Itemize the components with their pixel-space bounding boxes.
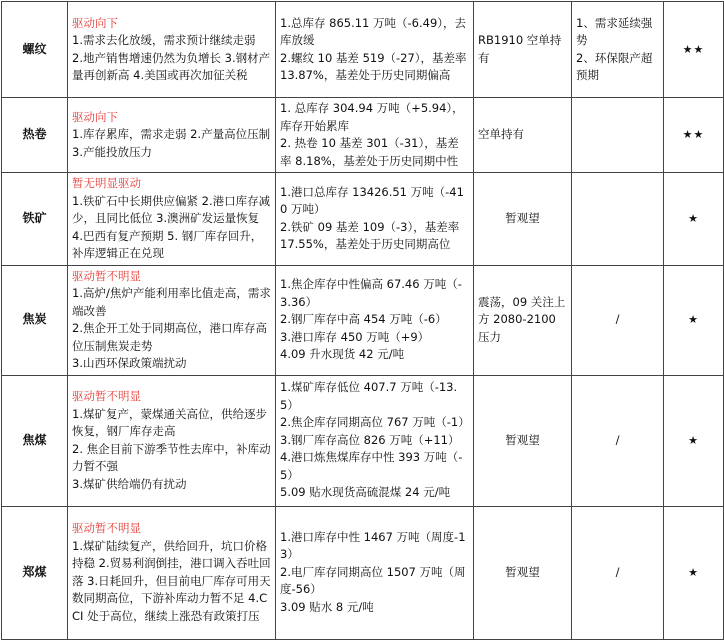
inventory-cell (276, 506, 474, 639)
driver-title: 驱动向下 (72, 109, 118, 124)
table-row (2, 265, 724, 375)
table-row (2, 98, 724, 173)
driver-line: 1.铁矿石中长期供应偏紧 2.港口库存减少，且同比低位 3.澳洲矿发运量恢复 4.巴西有复产预期 5. 钢厂库存回升，补库逻辑正在兑现 (72, 193, 271, 260)
driver-cell (68, 375, 276, 506)
inventory-line: 3.钢厂库存高位 826 万吨（+11） 4.港口炼焦煤库存中性 393 万吨（-5） (280, 432, 463, 482)
inventory-line: 3.09 贴水 8 元/吨 (280, 599, 374, 614)
risk-line: 2、环保限产超预期 (576, 50, 653, 82)
driver-title: 驱动暂不明显 (72, 521, 141, 535)
risk-cell (572, 2, 664, 98)
strategy-cell (474, 173, 572, 266)
inventory-cell (276, 98, 474, 173)
commodity-name: 铁矿 (2, 173, 68, 266)
commodity-name: 螺纹 (2, 2, 68, 98)
strategy-cell (474, 375, 572, 506)
inventory-line: 1.港口库存中性 1467 万吨（周度-13） (280, 529, 466, 562)
risk-line: / (615, 564, 620, 579)
driver-cell (68, 506, 276, 639)
strategy-cell (474, 506, 572, 639)
strategy-text: 暂观望 (505, 564, 540, 579)
rating-stars: ★ (664, 506, 724, 639)
driver-cell (68, 98, 276, 173)
driver-cell (68, 265, 276, 375)
risk-line: / (615, 432, 620, 447)
risk-cell (572, 375, 664, 506)
inventory-line: 5.09 贴水现货高硫混煤 24 元/吨 (280, 485, 451, 500)
inventory-line: 2.螺纹 10 基差 519（-27），基差率 13.87%，基差处于历史同期偏高 (280, 50, 467, 82)
inventory-line: 4.09 升水现货 42 元/吨 (280, 347, 405, 362)
risk-line: 1、需求延续强势 (576, 15, 653, 47)
driver-line: 2.地产销售增速仍然为负增长 3.钢材产量再创新高 4.美国或再次加征关税 (72, 50, 271, 82)
inventory-line: 1.煤矿库存低位 407.7 万吨（-13.5） (280, 380, 458, 412)
inventory-line: 2.铁矿 09 基差 109（-3），基差率 17.55%，基差处于历史同期高位 (280, 219, 460, 252)
driver-line: 2. 焦企目前下游季节性去库中，补库动力暂不强 (72, 441, 271, 473)
strategy-cell (474, 2, 572, 98)
rating-stars: ★★ (664, 98, 724, 173)
strategy-text: 空单持有 (478, 127, 524, 142)
risk-cell (572, 265, 664, 375)
inventory-cell (276, 265, 474, 375)
risk-line: / (615, 312, 620, 327)
commodity-name: 热卷 (2, 98, 68, 173)
risk-cell (572, 506, 664, 639)
inventory-line: 1.焦企库存中性偏高 67.46 万吨（-3.36） (280, 277, 462, 309)
inventory-line: 2.钢厂库存中高 454 万吨（-6） (280, 312, 447, 327)
driver-line: 1.库存累库，需求走弱 2.产量高位压制 3.产能投放压力 (72, 127, 271, 159)
rating-stars: ★ (664, 173, 724, 266)
driver-line: 3.山西环保政策端扰动 (72, 356, 187, 370)
table-row (2, 375, 724, 506)
driver-line: 1.煤矿复产，蒙煤通关高位，供给逐步恢复，钢厂库存走高 (72, 406, 267, 438)
inventory-cell (276, 375, 474, 506)
commodity-name: 焦煤 (2, 375, 68, 506)
inventory-line: 3.港口库存 450 万吨（+9） (280, 329, 430, 344)
inventory-line: 2.电厂库存同期高位 1507 万吨（周度-56） (280, 564, 466, 597)
driver-title: 驱动暂不明显 (72, 268, 141, 283)
driver-cell (68, 2, 276, 98)
driver-title: 驱动暂不明显 (72, 389, 141, 403)
driver-line: 1.需求去化放缓，需求预计继续走弱 (72, 33, 256, 47)
inventory-cell (276, 2, 474, 98)
inventory-line: 2.焦企库存同期高位 767 万吨（-1） (280, 415, 470, 430)
risk-cell (572, 98, 664, 173)
rating-stars: ★ (664, 265, 724, 375)
driver-line: 1.高炉/焦炉产能利用率比值走高，需求端改善 (72, 286, 271, 318)
driver-title: 驱动向下 (72, 15, 118, 30)
commodity-name: 焦炭 (2, 265, 68, 375)
driver-line: 3.煤矿供给端仍有扰动 (72, 476, 187, 491)
risk-cell (572, 173, 664, 266)
table-row (2, 506, 724, 639)
strategy-text: 暂观望 (505, 432, 540, 447)
inventory-cell (276, 173, 474, 266)
rating-stars: ★ (664, 375, 724, 506)
strategy-text: 震荡，09 关注上方 2080-2100 压力 (478, 294, 566, 344)
strategy-text: 暂观望 (505, 211, 540, 225)
commodity-name: 郑煤 (2, 506, 68, 639)
driver-cell (68, 173, 276, 266)
inventory-line: 1. 总库存 304.94 万吨（+5.94），库存开始累库 (280, 101, 464, 133)
inventory-line: 2. 热卷 10 基差 301（-31），基差率 8.18%，基差处于历史同期中性 (280, 136, 459, 168)
driver-line: 2.焦企开工处于同期高位，港口库存高位压制焦炭走势 (72, 321, 267, 353)
driver-title: 暂无明显驱动 (72, 176, 141, 190)
table-row (2, 2, 724, 98)
strategy-cell (474, 265, 572, 375)
inventory-line: 1.总库存 865.11 万吨（-6.49），去库放缓 (280, 15, 467, 47)
strategy-cell (474, 98, 572, 173)
driver-line: 1.煤矿陆续复产，供给回升，坑口价格持稳 2.贸易利润倒挂，港口调入吞吐回落 3.日耗回升，但目前电厂库存可用天数同期高位，下游补库动力暂不足 4.CCI 处于高位，继续上涨恐有政策打压 (72, 538, 271, 623)
table-row (2, 173, 724, 266)
commodity-table (1, 1, 724, 640)
strategy-text: RB1910 空单持有 (478, 33, 562, 65)
inventory-line: 1.港口总库存 13426.51 万吨（-410 万吨） (280, 184, 464, 217)
rating-stars: ★★ (664, 2, 724, 98)
